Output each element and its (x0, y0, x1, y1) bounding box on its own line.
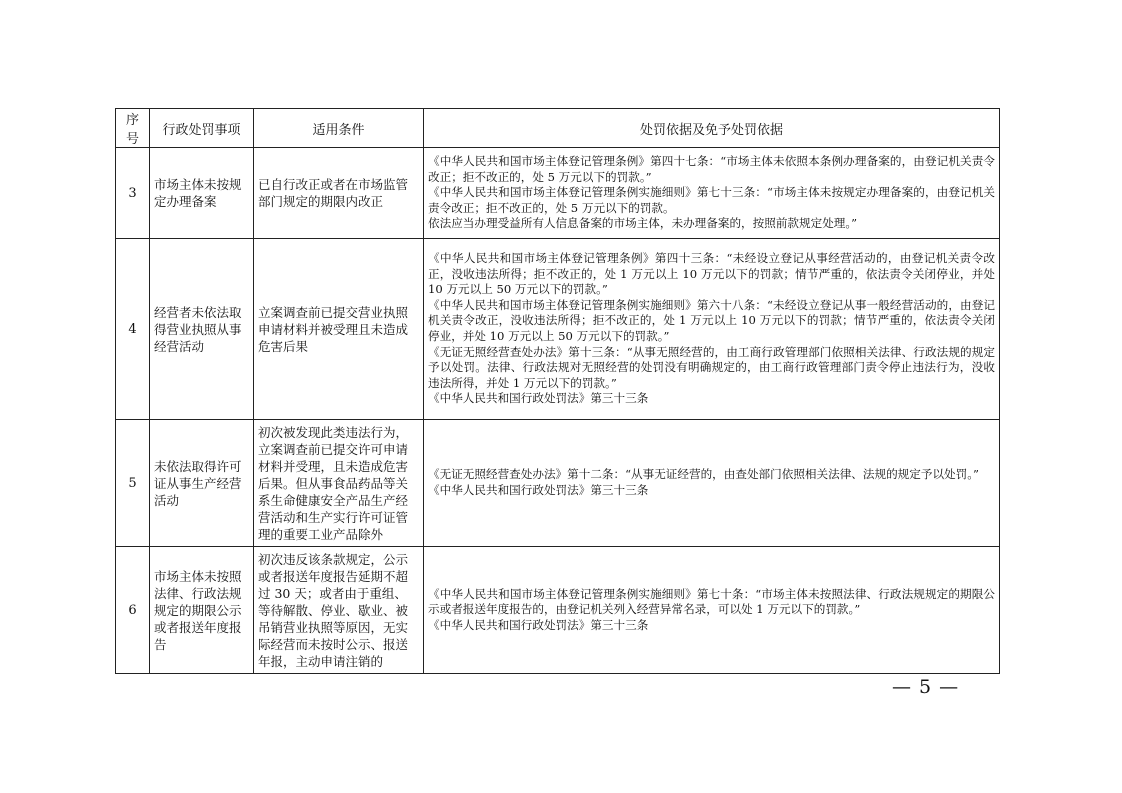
basis-paragraph: 《中华人民共和国市场主体登记管理条例》第四十七条：“市场主体未依照本条例办理备案的，由登记机关责令改正；拒不改正的，处 5 万元以下的罚款。” (428, 154, 995, 184)
applicable-condition: 初次违反该条款规定，公示或者报送年度报告延期不超过 30 天；或者由于重组、等待解散、停业、歇业、被吊销营业执照等原因，无实际经营而未按时公示、报送年报，主动申请注销的 (254, 547, 424, 674)
row-number: 3 (116, 148, 150, 239)
penalty-basis (424, 420, 1000, 547)
row-number: 4 (116, 239, 150, 420)
table-row (116, 420, 1000, 547)
penalty-basis (424, 148, 1000, 239)
applicable-condition: 立案调查前已提交营业执照申请材料并被受理且未造成危害后果 (254, 239, 424, 420)
penalty-item: 未依法取得许可证从事生产经营活动 (150, 420, 254, 547)
basis-paragraph: 《无证无照经营查处办法》第十二条：“从事无证经营的，由查处部门依照相关法律、法规的规定予以处罚。” (428, 467, 979, 482)
row-number: 5 (116, 420, 150, 547)
applicable-condition: 初次被发现此类违法行为，立案调查前已提交许可申请材料并受理，且未造成危害后果。但从事食品药品等关系生命健康安全产品生产经营活动和生产实行许可证管理的重要工业产品除外 (254, 420, 424, 547)
header-condition: 适用条件 (254, 109, 424, 148)
row-number: 6 (116, 547, 150, 674)
basis-paragraph: 《中华人民共和国市场主体登记管理条例实施细则》第七十条：“市场主体未按照法律、行政法规规定的期限公示或者报送年度报告的，由登记机关列入经营异常名录，可以处 1 万元以下的罚款。” (428, 586, 995, 617)
basis-paragraph: 《中华人民共和国市场主体登记管理条例实施细则》第六十八条：“未经设立登记从事一般经营活动的，由登记机关责令改正，没收违法所得；拒不改正的，处 1 万元以上 10 万元以下的罚款；情节严重的，依法责令关闭停业，并处 10 万元以上 50 万元以下的罚款。” (428, 297, 995, 343)
table-row (116, 148, 1000, 239)
basis-paragraph: 《中华人民共和国行政处罚法》第三十三条 (428, 617, 649, 632)
applicable-condition: 已自行改正或者在市场监管部门规定的期限内改正 (254, 148, 424, 239)
table-header (116, 109, 1000, 148)
penalty-item: 经营者未依法取得营业执照从事经营活动 (150, 239, 254, 420)
page-number: — 5 — (892, 676, 960, 698)
penalty-basis (424, 239, 1000, 420)
penalty-table (115, 108, 1000, 674)
basis-paragraph: 《无证无照经营查处办法》第十三条：“从事无照经营的，由工商行政管理部门依照相关法律、行政法规的规定予以处罚。法律、行政法规对无照经营的处罚没有明确规定的，由工商行政管理部门责令停止违法行为，没收违法所得，并处 1 万元以下的罚款。” (428, 344, 995, 390)
header-no: 序号 (116, 109, 150, 148)
basis-paragraph: 《中华人民共和国行政处罚法》第三十三条 (428, 483, 649, 497)
basis-paragraph: 《中华人民共和国市场主体登记管理条例实施细则》第七十三条：“市场主体未按规定办理备案的，由登记机关责令改正；拒不改正的，处 5 万元以下的罚款。 (428, 185, 995, 215)
penalty-item: 市场主体未按规定办理备案 (150, 148, 254, 239)
basis-paragraph: 《中华人民共和国行政处罚法》第三十三条 (428, 391, 649, 406)
penalty-basis (424, 547, 1000, 674)
basis-paragraph: 依法应当办理受益所有人信息备案的市场主体，未办理备案的，按照前款规定处理。” (428, 216, 858, 231)
basis-paragraph: 《中华人民共和国市场主体登记管理条例》第四十三条：“未经设立登记从事经营活动的，由登记机关责令改正，没收违法所得；拒不改正的，处 1 万元以上 10 万元以下的罚款；情节严重的，依法责令关闭停业，并处 10 万元以上 50 万元以下的罚款。” (428, 251, 995, 297)
header-row (116, 109, 1000, 148)
header-basis: 处罚依据及免予处罚依据 (424, 109, 1000, 148)
table-row (116, 239, 1000, 420)
header-item: 行政处罚事项 (150, 109, 254, 148)
table-body (116, 148, 1000, 674)
penalty-item: 市场主体未按照法律、行政法规规定的期限公示或者报送年度报告 (150, 547, 254, 674)
table-row (116, 547, 1000, 674)
